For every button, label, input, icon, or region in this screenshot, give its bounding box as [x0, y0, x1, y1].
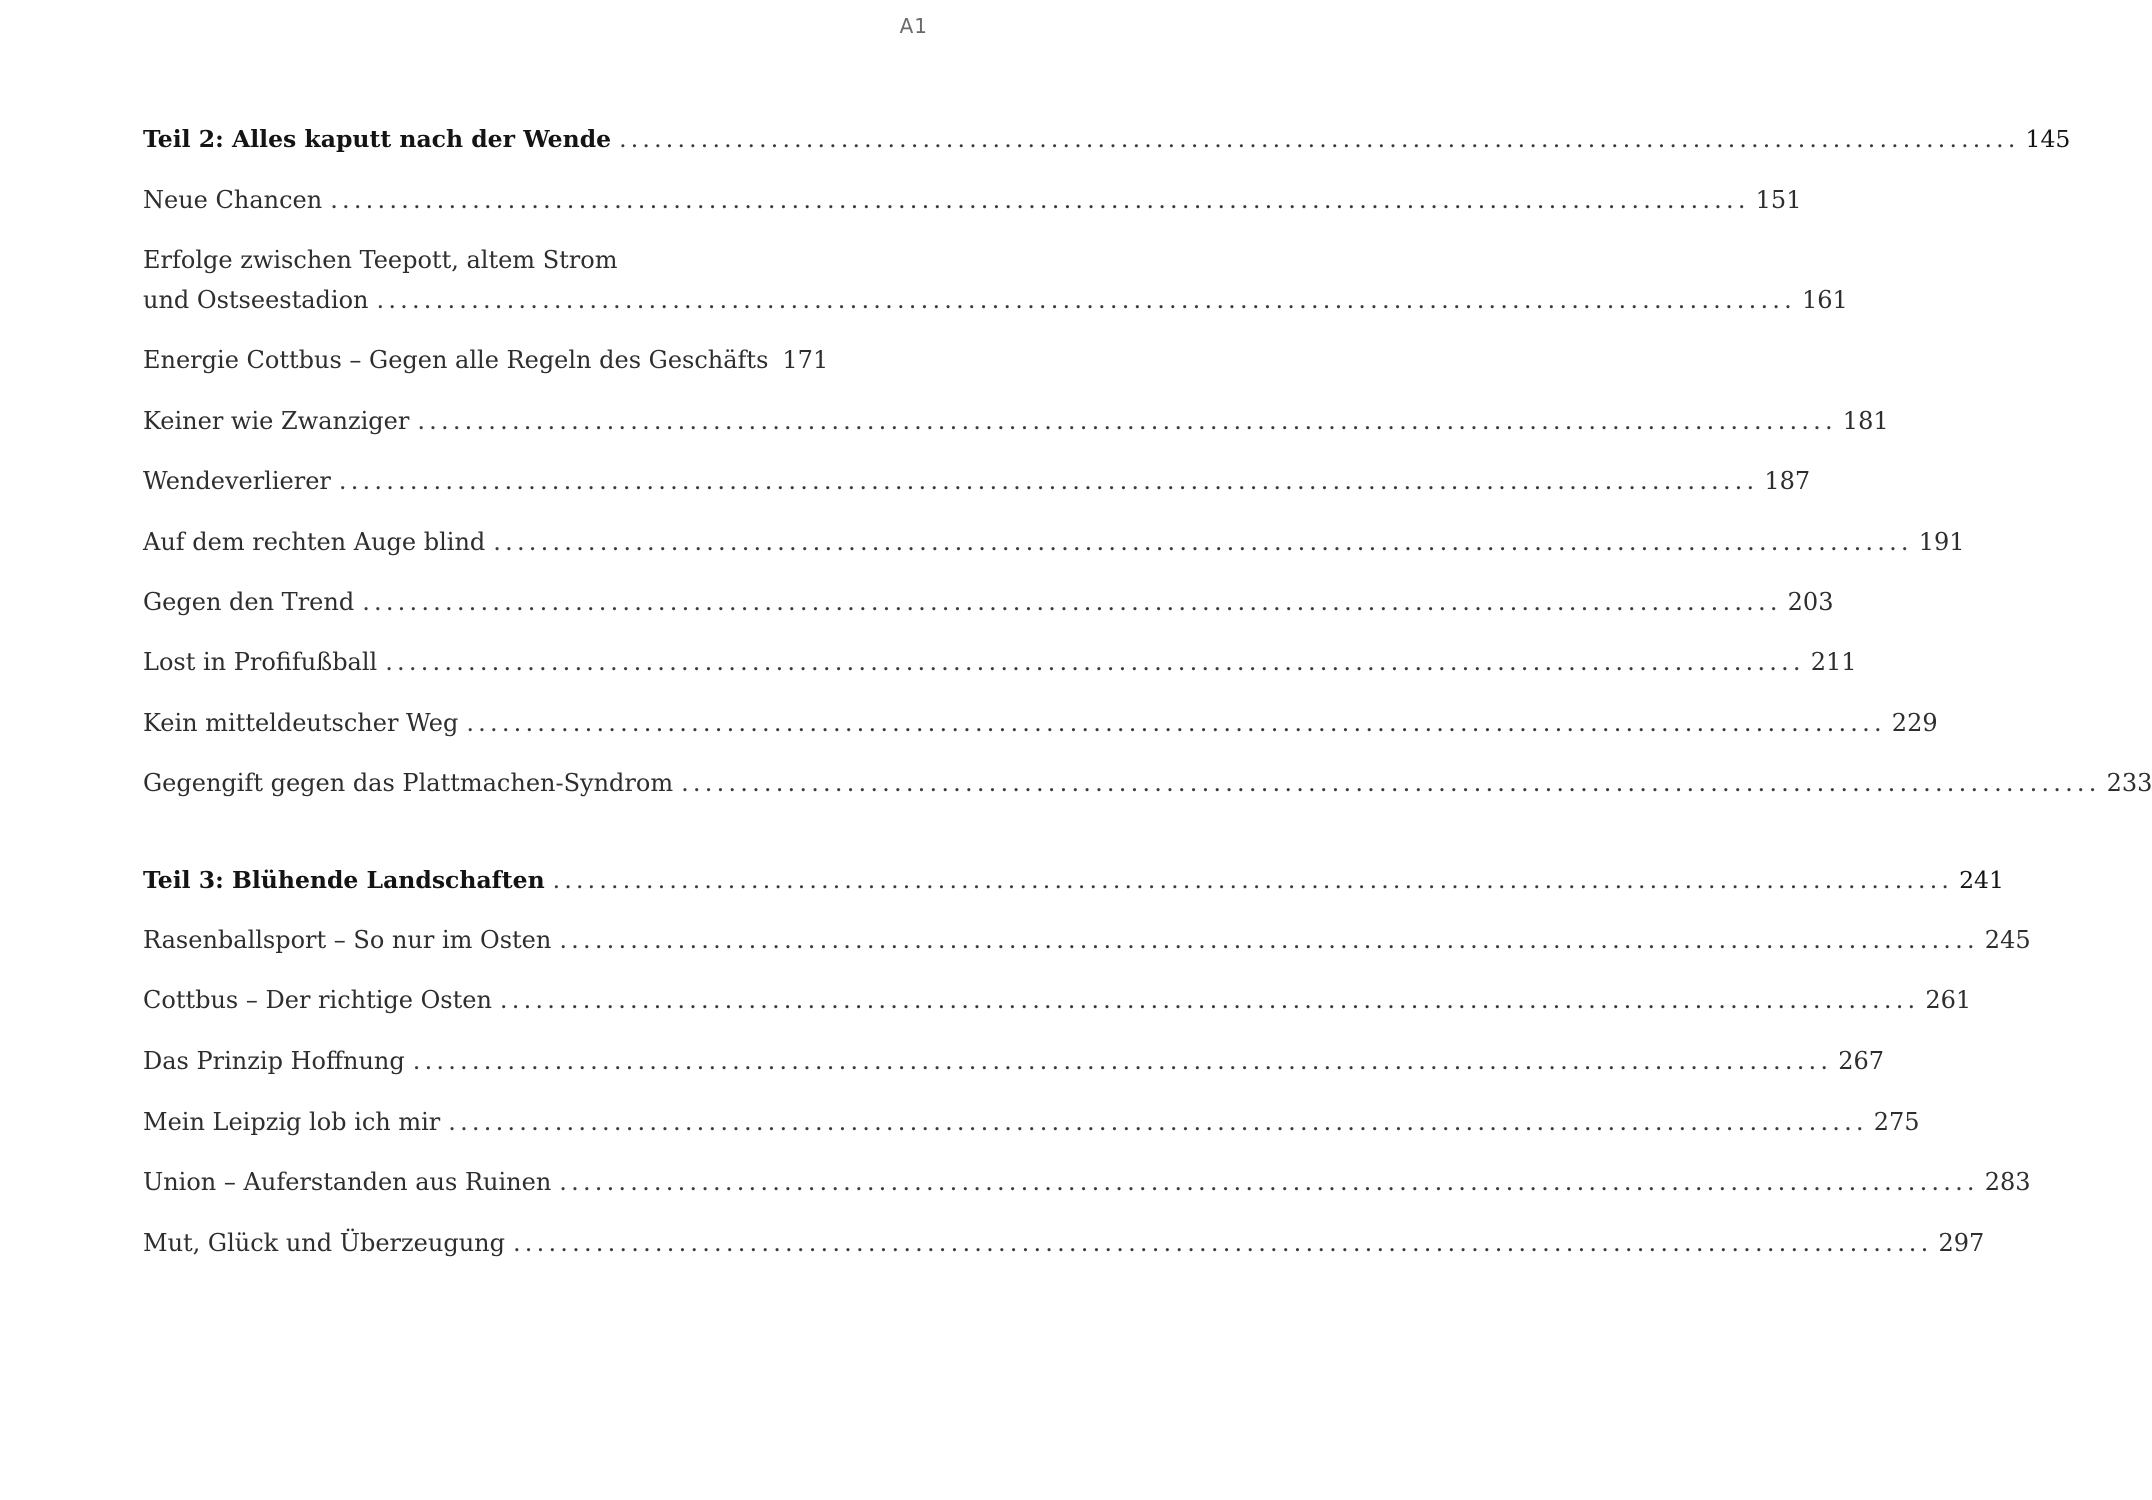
toc-entry-title: Auf dem rechten Auge blind	[143, 528, 486, 556]
toc-entry[interactable]	[143, 285, 1848, 315]
dot-leader: ........................................................................................................................	[681, 769, 2101, 797]
toc-entry-title: Cottbus – Der richtige Osten	[143, 986, 492, 1014]
toc-entry-title: Gegen den Trend	[143, 588, 355, 616]
toc-heading-part-3[interactable]	[143, 865, 2004, 895]
toc-entry[interactable]	[143, 587, 1834, 617]
toc-entry[interactable]	[143, 406, 1889, 436]
toc-page-number: 297	[1938, 1229, 1985, 1257]
toc-entry[interactable]	[143, 647, 1857, 677]
dot-leader: ........................................................................................................................	[512, 1229, 1933, 1257]
toc-entry[interactable]	[143, 1107, 1920, 1137]
toc-page-number: 261	[1925, 986, 1972, 1014]
dot-leader: ........................................................................................................................	[385, 648, 1805, 676]
toc-page-number: 145	[2025, 125, 2071, 153]
toc-entry[interactable]	[143, 1228, 1985, 1258]
toc-entry[interactable]	[143, 1167, 2031, 1197]
toc-entry[interactable]	[143, 527, 1965, 557]
dot-leader: ........................................................................................................................	[338, 467, 1759, 495]
toc-entry[interactable]	[143, 1046, 1885, 1076]
toc-heading-part-2[interactable]	[143, 124, 2071, 154]
toc-entry-title: Union – Auferstanden aus Ruinen	[143, 1168, 552, 1196]
toc-entry-title: Energie Cottbus – Gegen alle Regeln des Geschäfts	[143, 346, 769, 374]
toc-entry-title: Keiner wie Zwanziger	[143, 407, 410, 435]
dot-leader: ........................................................................................................................	[417, 407, 1837, 435]
dot-leader: ........................................................................................................................	[376, 286, 1796, 314]
toc-entry[interactable]	[143, 466, 1811, 496]
dot-leader: ........................................................................................................................	[448, 1108, 1868, 1136]
toc-entry-title: Rasenballsport – So nur im Osten	[143, 926, 552, 954]
toc-page-number: 171	[782, 346, 829, 374]
toc-entry-title: Kein mitteldeutscher Weg	[143, 709, 459, 737]
toc-page-number: 233	[2106, 769, 2152, 797]
toc-entry[interactable]	[143, 925, 2031, 955]
toc-entry-title: Mein Leipzig lob ich mir	[143, 1108, 441, 1136]
toc-entry-title-line-1[interactable]	[143, 245, 826, 275]
dot-leader: ........................................................................................................................	[330, 186, 1750, 214]
dot-leader: ........................................................................................................................	[466, 709, 1886, 737]
dot-leader: ........................................................................................................................	[412, 1047, 1833, 1075]
toc-page-number: 161	[1801, 286, 1848, 314]
toc-page-number: 203	[1787, 588, 1834, 616]
page-marker: A1	[899, 14, 928, 38]
toc-heading-title: Teil 2: Alles kaputt nach der Wende	[143, 125, 612, 153]
toc-page-number: 241	[1959, 866, 2004, 894]
dot-leader: ........................................................................................................................	[499, 986, 1920, 1014]
toc-page-number: 181	[1842, 407, 1889, 435]
toc-page-number: 151	[1755, 186, 1802, 214]
toc-entry-title: Mut, Glück und Überzeugung	[143, 1229, 505, 1257]
toc-page-number: 267	[1838, 1047, 1885, 1075]
dot-leader: ........................................................................................................................	[362, 588, 1782, 616]
dot-leader: ........................................................................................................................	[619, 125, 2020, 153]
toc-entry[interactable]	[143, 345, 829, 375]
toc-entry-title: Lost in Profifußball	[143, 648, 378, 676]
toc-entry-title: und Ostseestadion	[143, 286, 369, 314]
toc-page-number: 229	[1891, 709, 1938, 737]
toc-page-number: 245	[1984, 926, 2031, 954]
toc-page-number: 283	[1984, 1168, 2031, 1196]
toc-page-number: 187	[1764, 467, 1811, 495]
dot-leader: ........................................................................................................................	[559, 1168, 1979, 1196]
toc-entry[interactable]	[143, 185, 1802, 215]
toc-entry[interactable]	[143, 985, 1972, 1015]
toc-entry-title: Das Prinzip Hoffnung	[143, 1047, 405, 1075]
toc-page-number: 191	[1918, 528, 1965, 556]
toc-entry-title: Gegengift gegen das Plattmachen-Syndrom	[143, 769, 674, 797]
toc-page-number: 275	[1873, 1108, 1920, 1136]
dot-leader: ........................................................................................................................	[552, 866, 1954, 894]
dot-leader: ........................................................................................................................	[559, 926, 1979, 954]
toc-entry-title: Wendeverlierer	[143, 467, 331, 495]
toc-entry-title: Neue Chancen	[143, 186, 323, 214]
toc-page-number: 211	[1810, 648, 1857, 676]
toc-entry[interactable]	[143, 768, 2152, 798]
toc-entry-title: Erfolge zwischen Teepott, altem Strom	[143, 246, 618, 274]
toc-entry[interactable]	[143, 708, 1938, 738]
toc-heading-title: Teil 3: Blühende Landschaften	[143, 866, 545, 894]
dot-leader: ........................................................................................................................	[493, 528, 1913, 556]
